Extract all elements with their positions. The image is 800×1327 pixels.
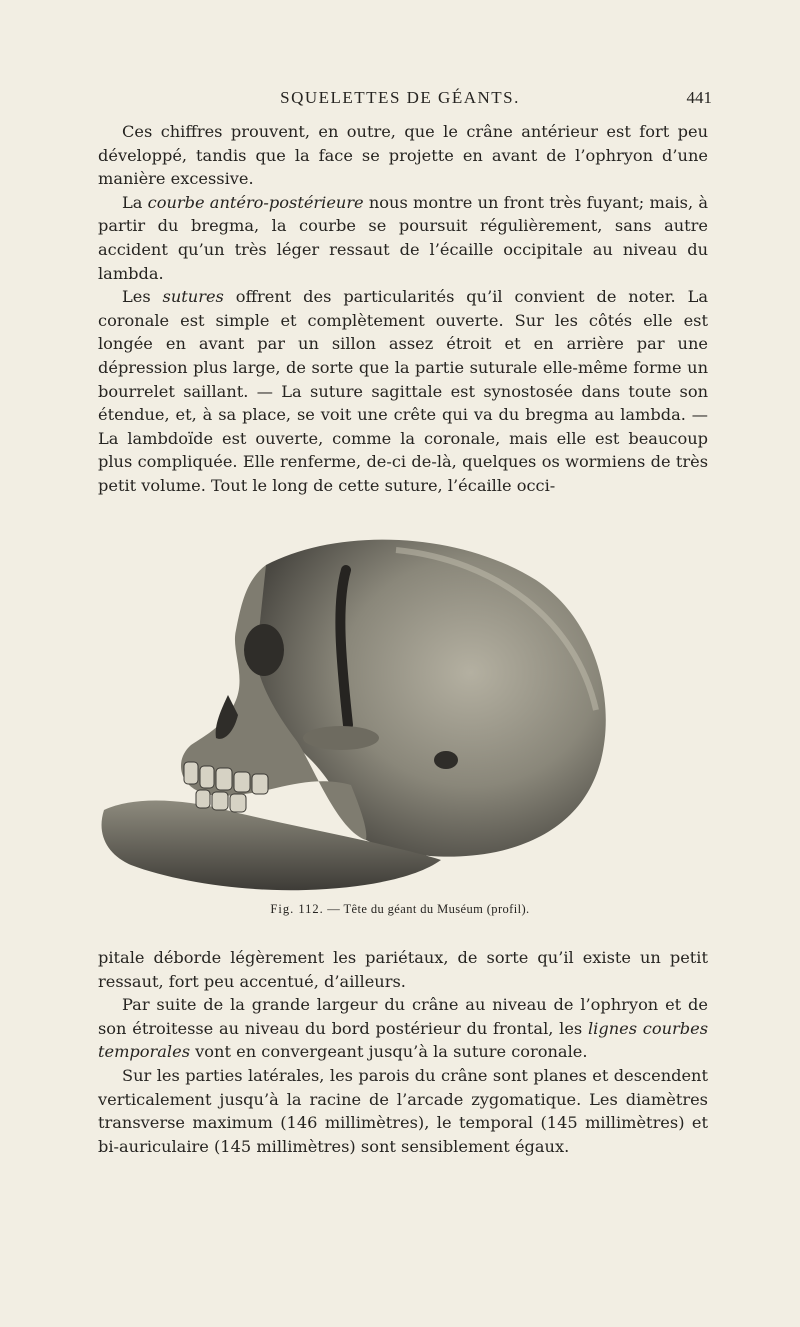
- italic-term: lignes courbes temporales: [98, 1018, 708, 1062]
- body-text-bottom: [98, 946, 708, 1158]
- paragraph-text: Ces chiffres prouvent, en outre, que le crâne antérieur est fort peu développé, tandis que la face se projette en avant de l’ophryon d’une manière excessive.: [98, 122, 708, 189]
- paragraph-text: La: [122, 192, 148, 212]
- paragraph-text: Les: [122, 287, 163, 307]
- body-text-top: [98, 120, 708, 498]
- paragraph-text: pitale déborde légèrement les pariétaux, de sorte qu’il existe un petit ressaut, fort peu accentué, d’ailleurs.: [98, 948, 708, 991]
- ear-opening: [434, 751, 458, 769]
- skull-profile-figure: [96, 510, 626, 900]
- paragraph-text: Par suite de la grande largeur du crâne au niveau de l’ophryon et de son étroitesse au niveau du bord postérieur du frontal, les: [98, 995, 708, 1038]
- italic-term: sutures: [162, 287, 224, 307]
- paragraph-sutures: [98, 285, 708, 497]
- paragraph-text: nous montre un front très fuyant; mais, à partir du bregma, la courbe se poursuit régulièrement, sans autre accident qu’un très léger ressaut de l’écaille occipitale au niveau du lambda.: [98, 192, 708, 283]
- paragraph-temporal-lines: [98, 993, 708, 1064]
- paragraph-continuation: [98, 946, 708, 993]
- skull-illustration: [96, 510, 626, 900]
- figure-label: Fig. 112.: [270, 902, 324, 916]
- italic-term: courbe antéro-postérieure: [147, 192, 364, 212]
- orbit-shape: [244, 624, 284, 676]
- page-number: 441: [686, 88, 712, 107]
- paragraph-anteroposterior-curve: [98, 191, 708, 285]
- paragraph-text: vont en convergeant jusqu’à la suture coronale.: [190, 1042, 588, 1062]
- cranium-shape: [249, 540, 605, 857]
- paragraph-text: Sur les parties latérales, les parois du crâne sont planes et descendent verticalement jusqu’à la racine de l’arcade zygomatique. Les diamètres transverse maximum (146 millimètres), le temporal (145 millimètres) et bi-auriculaire (145 millimètres) sont sensiblement égaux.: [98, 1065, 708, 1156]
- paragraph-text: offrent des particularités qu’il convient de noter. La coronale est simple et complètement ouverte. Sur les côtés elle est longée en avant par un sillon assez étroit et en arrière par une dépression plus large, de sorte que la partie suturale elle-même forme un bourrelet saillant. — La suture sagittale est synostosée dans toute son étendue, et, à sa place, se voit une crête qui va du bregma au lambda. — La lambdoïde est ouverte, comme la coronale, mais elle est beaucoup plus compliquée. Elle renferme, de-ci de-là, quelques os wormiens de très petit volume. Tout le long de cette suture, l’écaille occi-: [98, 287, 708, 495]
- zygomatic-arch: [303, 726, 379, 750]
- running-title: SQUELETTES DE GÉANTS.: [280, 88, 520, 107]
- paragraph-lateral-walls: [98, 1064, 708, 1158]
- figure-caption: [0, 902, 800, 917]
- paragraph-figures: [98, 120, 708, 191]
- running-header: [0, 88, 800, 112]
- figure-caption-text: — Tête du géant du Muséum (profil).: [327, 902, 530, 916]
